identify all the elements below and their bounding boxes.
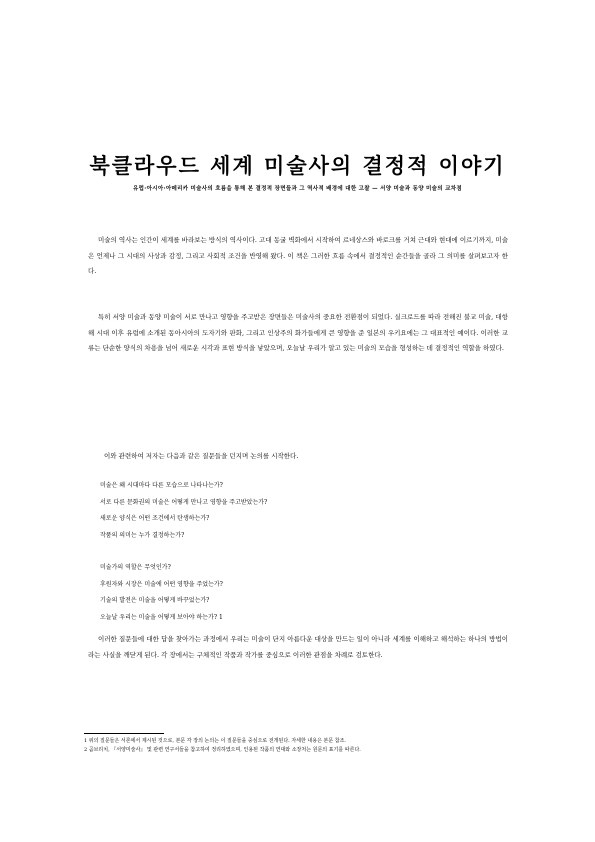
document-subtitle: 유럽·아시아·아메리카 미술사의 흐름을 통해 본 결정적 장면들과 그 역사적 배경에 대한 고찰 — 서양 미술과 동양 미술의 교차점 [133,186,462,192]
question-item: 서로 다른 문화권의 미술은 어떻게 만나고 영향을 주고받았는가? [100,498,268,506]
question-item: 미술가의 역할은 무엇인가? [100,564,171,571]
footnote-1: 1 위의 질문들은 서론에서 제시된 것으로, 본문 각 장의 논의는 이 질문들을 중심으로 전개된다. 자세한 내용은 본문 참조. [84,738,346,744]
footnotes [84,737,504,755]
question-item: 새로운 양식은 어떤 조건에서 탄생하는가? [100,515,210,522]
body-paragraph-3: 이와 관련하여 저자는 다음과 같은 질문들을 던지며 논의를 시작한다. [104,452,299,460]
question-item: 기술의 발전은 미술을 어떻게 바꾸었는가? [100,597,210,604]
question-item: 미술은 왜 시대마다 다른 모습으로 나타나는가? [100,482,223,489]
footnote-divider [84,733,164,734]
body-paragraph-1: 미술의 역사는 인간이 세계를 바라보는 방식의 역사이다. 고대 동굴 벽화에서 시작하여 르네상스와 바로크를 거쳐 근대와 현대에 이르기까지, 미술은 언제나 그 시대의 사상과 감정, 그리고 사회적 조건을 반영해 왔다. 이 책은 그러한 흐름 속에서 결정적인 순간들을 골라 그 의미를 살펴보고자 한다. [88,236,508,275]
body-paragraph-4: 이러한 질문들에 대한 답을 찾아가는 과정에서 우리는 미술이 단지 아름다운 대상을 만드는 일이 아니라 세계를 이해하고 해석하는 하나의 방법이라는 사실을 깨닫게 된다. 각 장에서는 구체적인 작품과 작가를 중심으로 이러한 관점을 차례로 검토한다. [88,635,508,659]
question-item: 후원자와 시장은 미술에 어떤 영향을 주었는가? [100,580,223,588]
question-list-1 [100,478,400,544]
document-title: 북클라우드 세계 미술사의 결정적 이야기 [89,154,506,178]
question-item: 오늘날 우리는 미술을 어떻게 보아야 하는가? 1 [100,613,223,621]
footnote-2: 2 곰브리치, 『서양미술사』 및 관련 연구서들을 참고하여 정리하였으며, 인용된 작품의 연대와 소장처는 원문의 표기를 따른다. [84,747,361,753]
question-list-2 [100,560,400,626]
question-item: 작품의 의미는 누가 결정하는가? [100,531,185,539]
body-paragraph-2: 특히 서양 미술과 동양 미술이 서로 만나고 영향을 주고받은 장면들은 미술사의 중요한 전환점이 되었다. 실크로드를 따라 전해진 불교 미술, 대항해 시대 이후 유럽에 소개된 동아시아의 도자기와 판화, 그리고 인상주의 화가들에게 큰 영향을 준 일본의 우키요에는 그 대표적인 예이다. 이러한 교류는 단순한 양식의 차용을 넘어 새로운 시각과 표현 방식을 낳았으며, 오늘날 우리가 알고 있는 미술의 모습을 형성하는 데 결정적인 역할을 하였다. [88,313,508,352]
